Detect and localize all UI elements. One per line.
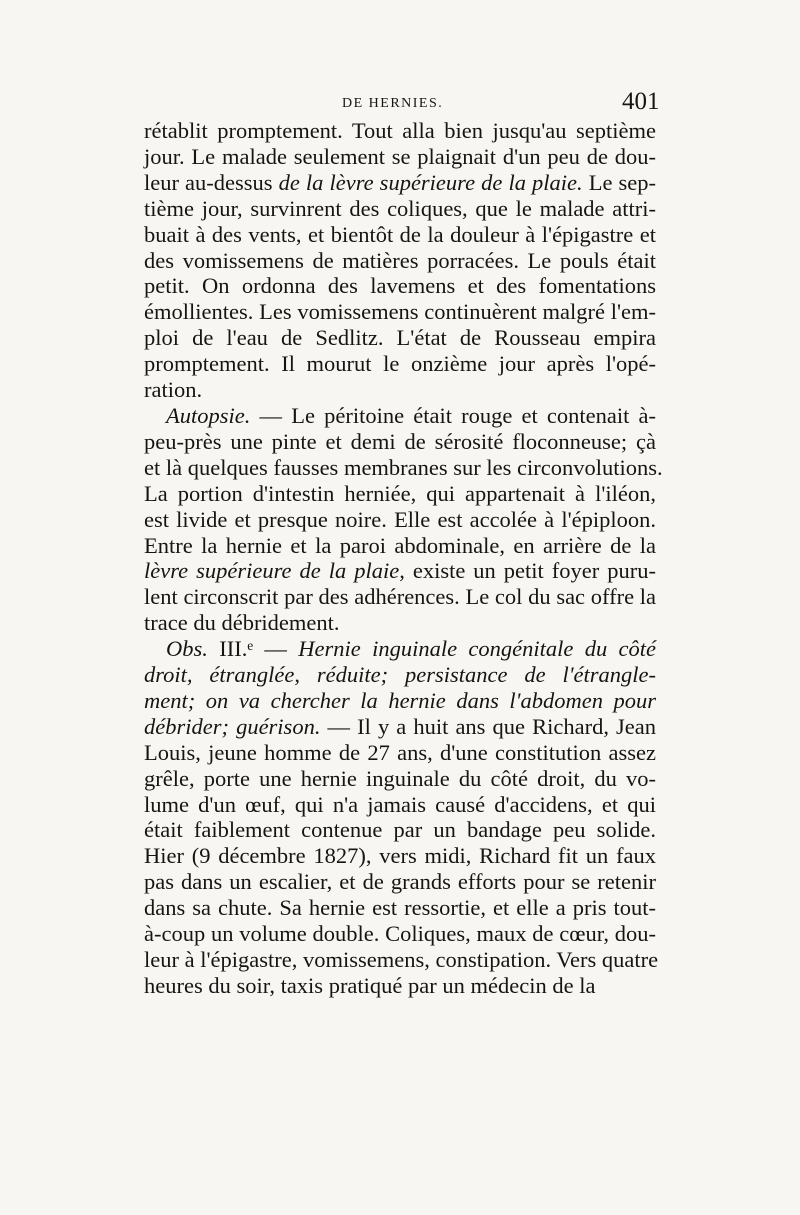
- text-line: [144, 973, 656, 999]
- text-line: [144, 947, 659, 973]
- text-line: [144, 248, 656, 274]
- text-run: Entre la hernie et la paroi abdominale, en arrière de la: [144, 532, 656, 558]
- text-line: [144, 118, 656, 144]
- text-line: [144, 533, 656, 559]
- text-run: ploi de l'eau de Sedlitz. L'état de Rousseau empira: [144, 325, 656, 351]
- text-run: et là quelques fausses membranes sur les circonvolutions.: [144, 454, 663, 480]
- text-run: petit. On ordonna des lavemens et des fomentations: [144, 273, 656, 299]
- text-line: [144, 454, 663, 481]
- text-run: grêle, porte une hernie inguinale du côté droit, du vo-: [144, 765, 656, 791]
- text-line: [144, 714, 656, 740]
- running-title: DE HERNIES.: [342, 96, 444, 111]
- text-line: [144, 636, 656, 662]
- text-run: jour. Le malade seulement se plaignait d'un peu de dou-: [144, 143, 656, 169]
- text-line: [144, 429, 656, 455]
- text-run: était faiblement contenue par un bandage peu solide.: [144, 817, 656, 843]
- italic-run: lèvre supérieure de la plaie,: [144, 558, 405, 584]
- text-line: [144, 766, 656, 792]
- text-line: [144, 170, 656, 196]
- text-line: [144, 377, 656, 403]
- text-run: tième jour, survinrent des coliques, que le malade attri-: [144, 195, 656, 221]
- text-run: trace du débridement.: [144, 610, 340, 636]
- text-line: [144, 688, 656, 714]
- text-run: buait à des vents, et bientôt de la douleur à l'épigastre et: [144, 221, 656, 247]
- italic-run: ment; on va chercher la hernie dans l'abdomen pour: [144, 687, 656, 713]
- text-run: pas dans un escalier, et de grands efforts pour se retenir: [144, 869, 656, 895]
- text-line: [144, 351, 656, 377]
- text-line: [144, 610, 656, 636]
- text-run: est livide et presque noire. Elle est accolée à l'épiploon.: [144, 506, 656, 532]
- text-line: [144, 869, 656, 895]
- text-line: [144, 895, 656, 921]
- text-run: Le sep-: [582, 169, 656, 195]
- text-line: [144, 662, 656, 688]
- text-run: leur à l'épigastre, vomissemens, constipation. Vers quatre: [144, 947, 659, 972]
- text-run: leur au-dessus: [144, 169, 279, 195]
- text-run: lent circonscrit par des adhérences. Le col du sac offre la: [144, 584, 656, 610]
- text-run: des vomissemens de matières porracées. Le pouls était: [144, 247, 656, 273]
- text-line: [144, 196, 656, 222]
- text-line: [144, 740, 656, 766]
- text-run: heures du soir, taxis pratiqué par un médecin de la: [144, 972, 596, 998]
- text-line: [144, 222, 656, 248]
- text-run: — Il y a huit ans que Richard, Jean: [320, 713, 657, 739]
- italic-run: débrider; guérison.: [144, 713, 321, 739]
- text-run: existe un petit foyer puru-: [404, 558, 656, 584]
- text-line: [144, 817, 656, 843]
- text-line: [144, 325, 656, 351]
- italic-run: de la lèvre supérieure de la plaie.: [278, 169, 583, 195]
- text-line: [144, 507, 656, 533]
- text-run: dans sa chute. Sa hernie est ressortie, et elle a pris tout-: [144, 895, 656, 921]
- text-run: lume d'un œuf, qui n'a jamais causé d'accidens, et qui: [144, 791, 656, 817]
- text-run: III.ᵉ —: [207, 636, 299, 662]
- text-line: [144, 403, 656, 429]
- italic-run: Hernie inguinale congénitale du côté: [298, 636, 656, 662]
- text-run: promptement. Il mourut le onzième jour après l'opé-: [144, 351, 656, 377]
- text-line: [144, 273, 656, 299]
- text-run: Louis, jeune homme de 27 ans, d'une constitution assez: [144, 739, 656, 765]
- text-line: [144, 481, 656, 507]
- text-line: [144, 921, 656, 947]
- text-run: La portion d'intestin herniée, qui appartenait à l'iléon,: [144, 480, 656, 506]
- text-run: à-coup un volume double. Coliques, maux de cœur, dou-: [144, 921, 656, 947]
- text-line: [144, 584, 656, 610]
- text-run: Hier (9 décembre 1827), vers midi, Richard fit un faux: [144, 843, 656, 869]
- text-line: [144, 558, 656, 584]
- italic-run: droit, étranglée, réduite; persistance de l'étrangle-: [144, 662, 656, 688]
- page-number: 401: [622, 88, 660, 115]
- text-run: émollientes. Les vomissemens continuèrent malgré l'em-: [144, 299, 656, 325]
- italic-run: Obs.: [166, 636, 208, 662]
- text-run: rétablit promptement. Tout alla bien jusqu'au septième: [144, 118, 656, 143]
- text-run: ration.: [144, 377, 203, 403]
- body-text: [144, 118, 663, 999]
- text-run: — Le péritoine était rouge et contenait à-: [250, 402, 656, 428]
- text-run: peu-près une pinte et demi de sérosité floconneuse; çà: [144, 428, 656, 454]
- italic-run: Autopsie.: [166, 402, 251, 428]
- text-line: [144, 792, 656, 818]
- text-line: [144, 843, 656, 869]
- text-line: [144, 144, 656, 170]
- text-line: [144, 299, 656, 325]
